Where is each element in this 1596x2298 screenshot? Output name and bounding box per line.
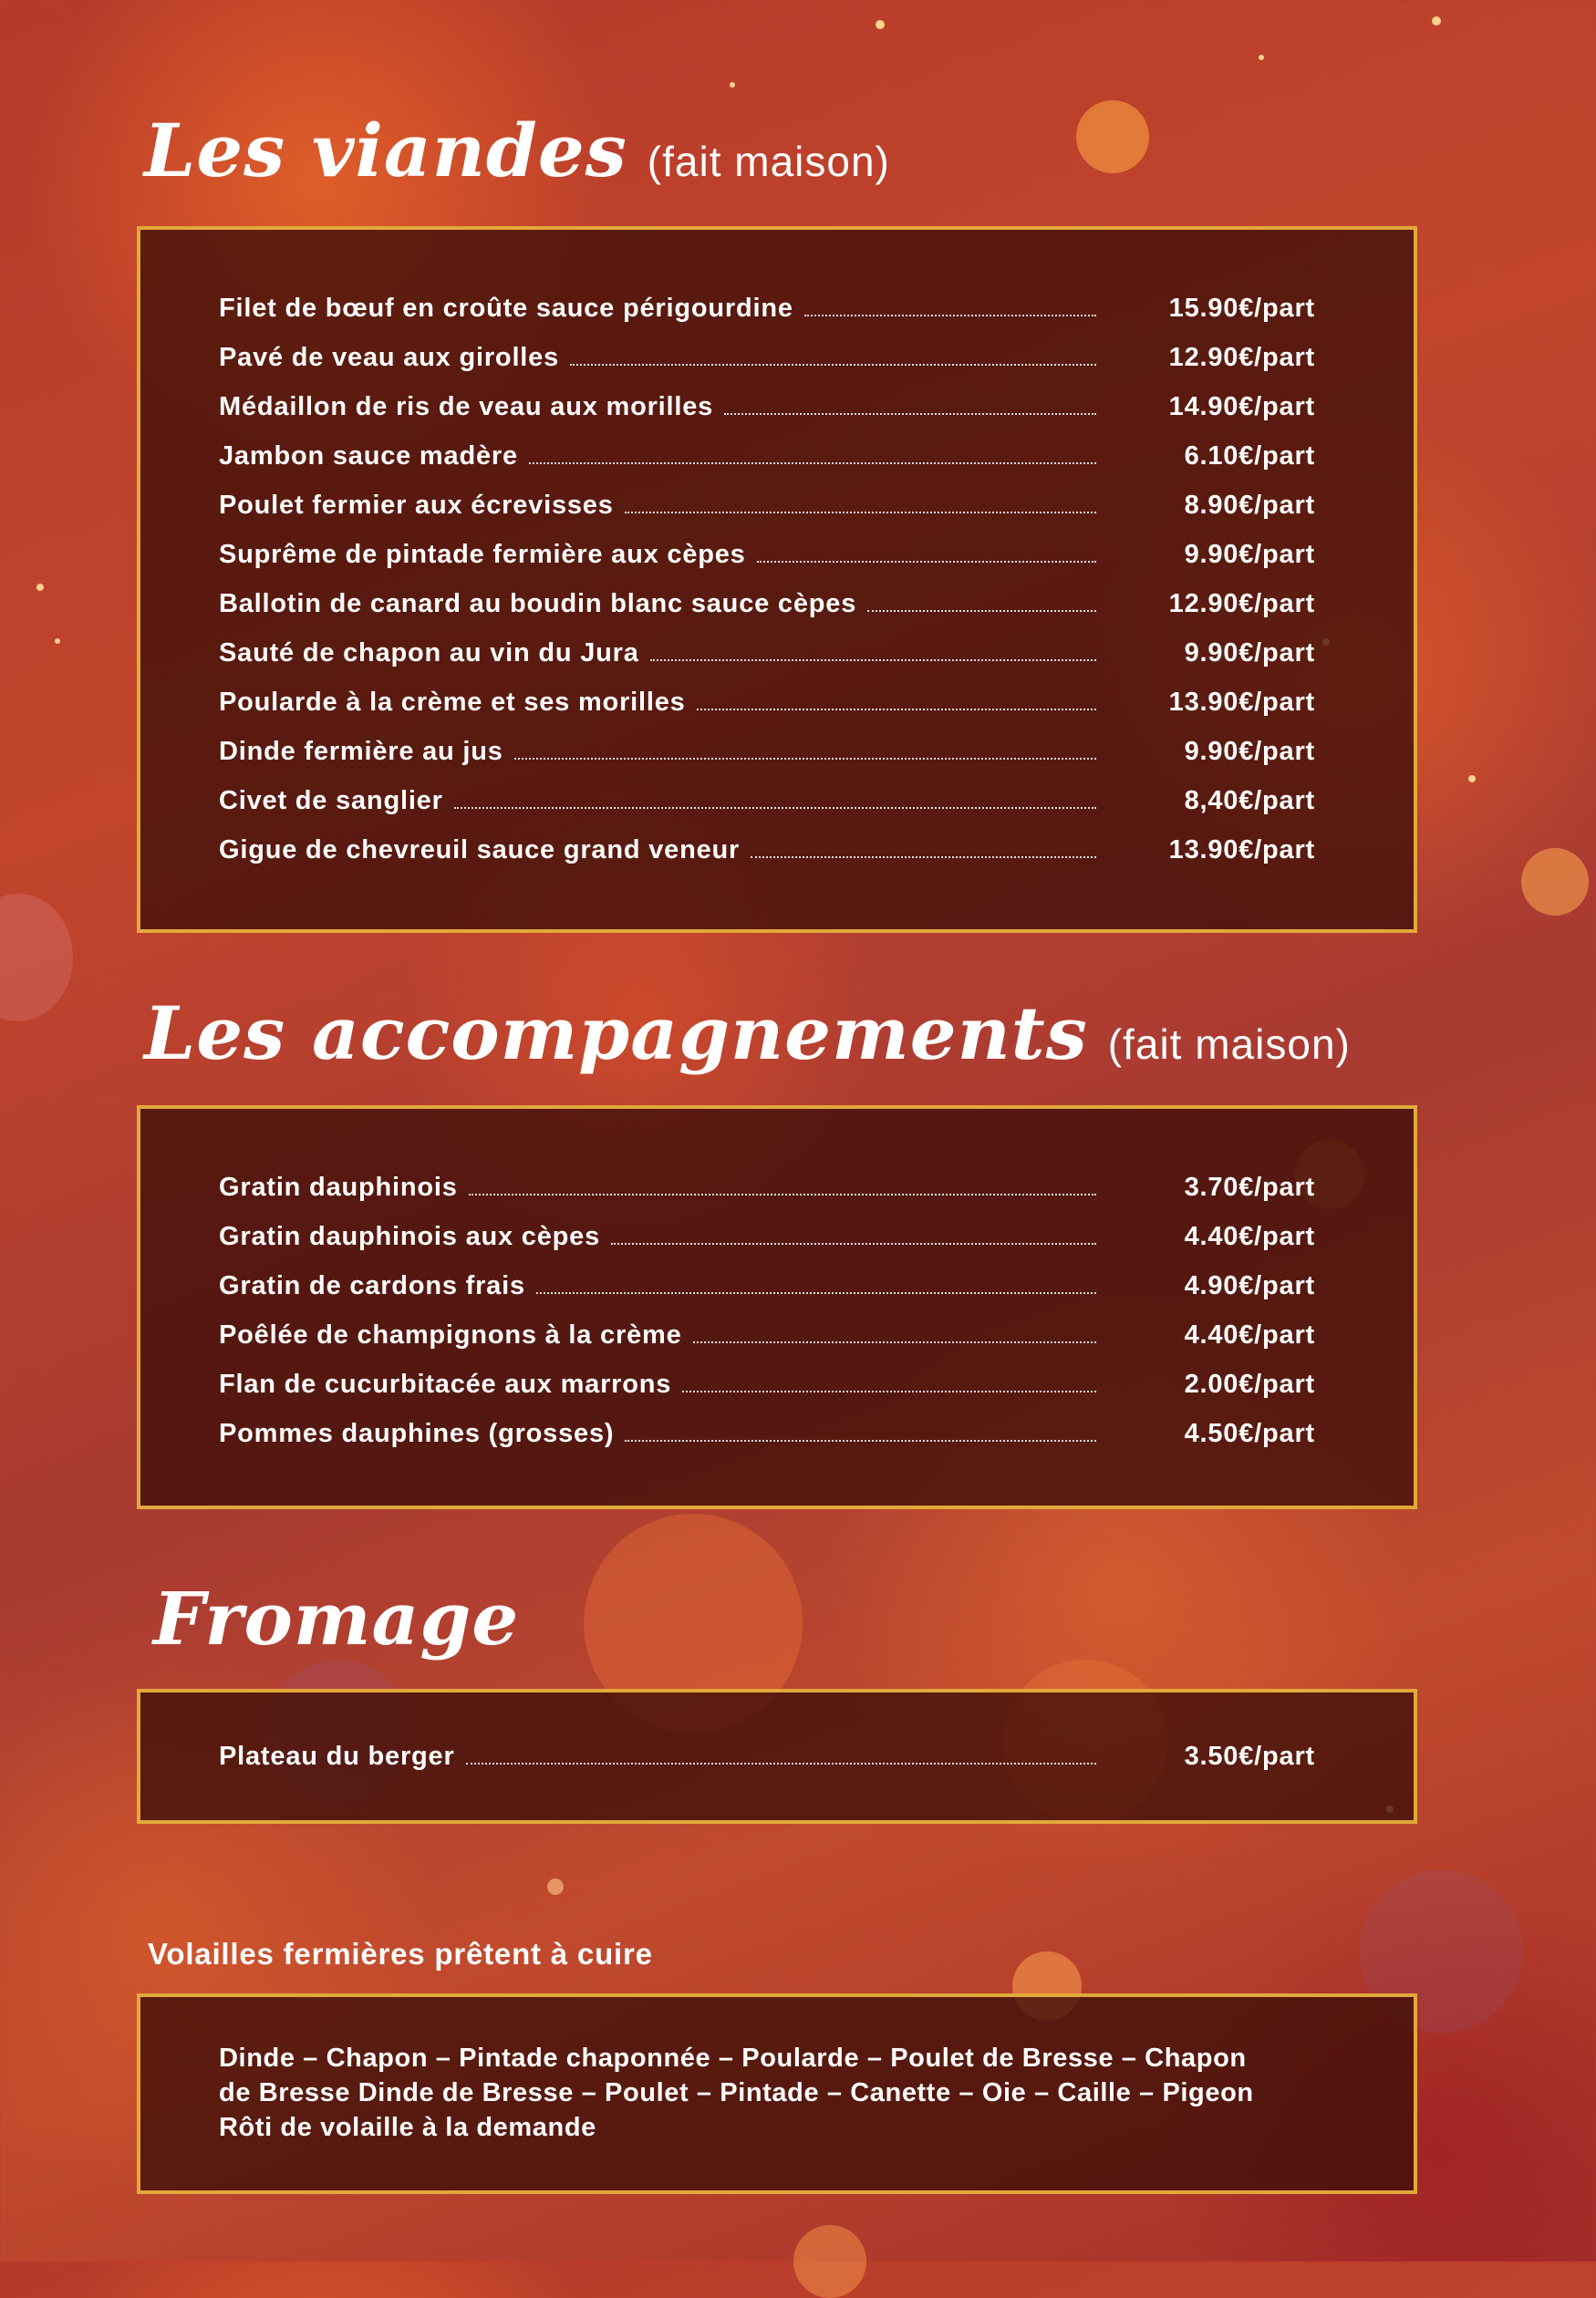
poultry-list <box>219 2041 1322 2145</box>
sparkle-decoration <box>1432 16 1441 26</box>
menu-item-price: 4.40€/part <box>1184 1221 1315 1251</box>
dot-leader <box>536 1292 1096 1294</box>
dot-leader <box>469 1194 1096 1196</box>
dot-leader <box>804 315 1096 316</box>
menu-item-name: Dinde fermière au jus <box>219 736 503 766</box>
menu-item <box>219 1218 1315 1255</box>
menu-item <box>219 339 1315 376</box>
menu-item-price: 6.10€/part <box>1184 440 1315 471</box>
menu-item <box>219 438 1315 474</box>
menu-item-name: Plateau du berger <box>219 1741 455 1771</box>
menu-item-name: Ballotin de canard au boudin blanc sauce cèpes <box>219 588 857 618</box>
poultry-title: Volailles fermières prêtent à cuire <box>148 1937 653 1971</box>
menu-item-name: Flan de cucurbitacée aux marrons <box>219 1369 672 1399</box>
menu-item-price: 9.90€/part <box>1184 539 1315 569</box>
menu-item-price: 9.90€/part <box>1184 637 1315 668</box>
cheese-section-title <box>153 1576 519 1661</box>
dot-leader <box>625 512 1096 513</box>
sparkle-decoration <box>876 20 885 29</box>
dot-leader <box>867 610 1096 612</box>
menu-item <box>219 487 1315 523</box>
dot-leader <box>682 1391 1096 1392</box>
sparkle-decoration <box>1259 55 1264 60</box>
dot-leader <box>514 758 1096 760</box>
dot-leader <box>611 1243 1096 1245</box>
menu-item-price: 15.90€/part <box>1168 293 1315 323</box>
menu-item-name: Filet de bœuf en croûte sauce périgourdine <box>219 293 793 323</box>
menu-item-name: Médaillon de ris de veau aux morilles <box>219 391 714 421</box>
menu-item <box>219 1169 1315 1206</box>
meats-section-title <box>144 108 890 193</box>
dot-leader <box>625 1440 1096 1442</box>
sides-subtitle: (fait maison) <box>1107 1020 1351 1068</box>
menu-item-name: Pommes dauphines (grosses) <box>219 1418 615 1448</box>
menu-item-name: Suprême de pintade fermière aux cèpes <box>219 539 746 569</box>
poultry-line: Dinde – Chapon – Pintade chaponnée – Poularde – Poulet de Bresse – Chapon <box>219 2044 1247 2073</box>
bokeh-decoration <box>1076 100 1149 173</box>
menu-item-price: 3.50€/part <box>1184 1741 1315 1771</box>
menu-item-price: 2.00€/part <box>1184 1369 1315 1399</box>
menu-item-name: Pavé de veau aux girolles <box>219 342 560 372</box>
bokeh-decoration <box>793 2225 866 2298</box>
dot-leader <box>529 462 1096 464</box>
sparkle-decoration <box>55 638 60 644</box>
menu-item-name: Sauté de chapon au vin du Jura <box>219 637 639 668</box>
dot-leader <box>650 659 1096 661</box>
menu-item-name: Gratin dauphinois <box>219 1172 458 1202</box>
sparkle-decoration <box>730 82 735 88</box>
poultry-panel <box>137 1993 1417 2194</box>
meats-panel <box>137 226 1417 933</box>
poultry-line: Rôti de volaille à la demande <box>219 2113 596 2142</box>
menu-item <box>219 635 1315 671</box>
menu-item-price: 14.90€/part <box>1168 391 1315 421</box>
menu-item <box>219 536 1315 573</box>
menu-item <box>219 1415 1315 1452</box>
menu-item <box>219 1268 1315 1304</box>
sides-panel <box>137 1105 1417 1509</box>
menu-item-price: 3.70€/part <box>1184 1172 1315 1202</box>
sparkle-decoration <box>547 1879 564 1895</box>
menu-item-price: 4.50€/part <box>1184 1418 1315 1448</box>
dot-leader <box>751 856 1096 858</box>
dot-leader <box>466 1763 1096 1765</box>
menu-item-name: Jambon sauce madère <box>219 440 518 471</box>
dot-leader <box>697 709 1096 710</box>
menu-item-name: Poulet fermier aux écrevisses <box>219 490 614 520</box>
menu-item <box>219 388 1315 425</box>
menu-item-name: Gratin de cardons frais <box>219 1270 525 1300</box>
menu-item-price: 12.90€/part <box>1168 588 1315 618</box>
menu-item <box>219 1738 1315 1775</box>
dot-leader <box>454 807 1096 809</box>
cheese-title: Fromage <box>153 1576 520 1661</box>
menu-item-name: Poularde à la crème et ses morilles <box>219 687 686 717</box>
sparkle-decoration <box>1468 775 1476 782</box>
menu-item-name: Gratin dauphinois aux cèpes <box>219 1221 601 1251</box>
sparkle-decoration <box>36 584 44 591</box>
sides-title: Les accompagnements <box>144 990 1088 1076</box>
menu-item-price: 13.90€/part <box>1168 834 1315 864</box>
menu-item <box>219 782 1315 819</box>
menu-item-price: 9.90€/part <box>1184 736 1315 766</box>
dot-leader <box>724 413 1096 415</box>
bokeh-decoration <box>1521 848 1589 916</box>
dot-leader <box>570 364 1096 366</box>
menu-item <box>219 832 1315 868</box>
menu-item-price: 4.40€/part <box>1184 1320 1315 1350</box>
menu-item <box>219 1317 1315 1353</box>
dot-leader <box>693 1341 1096 1343</box>
menu-item-price: 4.90€/part <box>1184 1270 1315 1300</box>
menu-item <box>219 585 1315 622</box>
cheese-panel <box>137 1689 1417 1824</box>
menu-item-name: Gigue de chevreuil sauce grand veneur <box>219 834 741 864</box>
menu-item-price: 8.90€/part <box>1184 490 1315 520</box>
menu-item <box>219 733 1315 770</box>
poultry-line: de Bresse Dinde de Bresse – Poulet – Pintade – Canette – Oie – Caille – Pigeon <box>219 2078 1254 2107</box>
menu-item-price: 13.90€/part <box>1168 687 1315 717</box>
meats-subtitle: (fait maison) <box>647 138 890 185</box>
menu-item <box>219 684 1315 720</box>
menu-item-name: Poêlée de champignons à la crème <box>219 1320 682 1350</box>
sides-section-title <box>144 990 1351 1076</box>
menu-item-price: 12.90€/part <box>1168 342 1315 372</box>
menu-item <box>219 1366 1315 1403</box>
menu-item-name: Civet de sanglier <box>219 785 443 815</box>
meats-title: Les viandes <box>144 108 627 193</box>
menu-item <box>219 290 1315 326</box>
menu-item-price: 8,40€/part <box>1184 785 1315 815</box>
bokeh-decoration <box>0 894 73 1021</box>
dot-leader <box>757 561 1096 563</box>
